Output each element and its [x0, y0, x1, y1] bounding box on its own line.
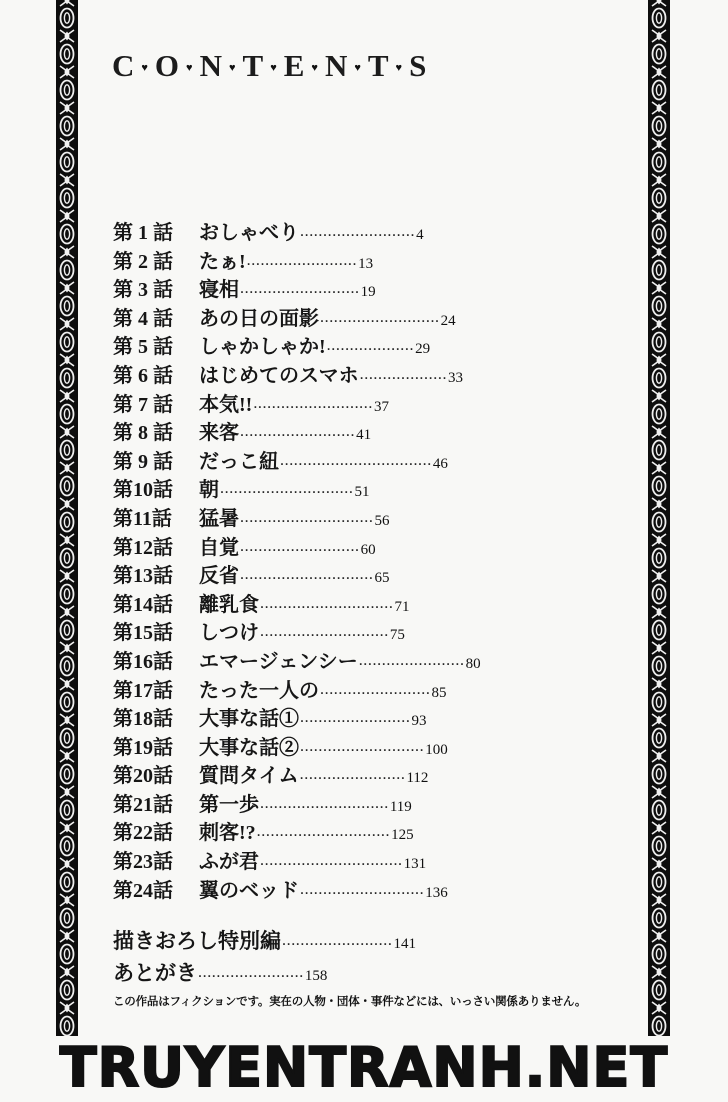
heart-icon: ♥	[395, 62, 403, 74]
chapter-number: 第20話	[113, 765, 173, 788]
dot-leader: ·····························	[240, 513, 374, 528]
title-letter: C	[112, 48, 135, 83]
page-number: 136	[425, 884, 448, 901]
page-number: 29	[415, 341, 431, 358]
chapter-title: おしゃべり	[199, 222, 299, 244]
chapter-number: 第16話	[113, 650, 173, 673]
dot-leader: ·······················	[198, 969, 304, 983]
toc-row	[113, 645, 593, 674]
toc-row	[113, 531, 593, 560]
chapter-number: 第15話	[113, 622, 173, 645]
page-number: 141	[393, 936, 416, 952]
chapter-number: 第14話	[113, 593, 173, 616]
chapter-number: 第 5 話	[113, 336, 173, 359]
dot-leader: ························	[282, 937, 393, 951]
chapter-number: 第19話	[113, 736, 173, 759]
toc-row	[113, 302, 593, 331]
page-number: 60	[360, 541, 376, 558]
page-number: 131	[403, 856, 427, 873]
toc-row	[113, 216, 593, 245]
page-number: 37	[373, 398, 389, 415]
chapter-title: 反省	[199, 565, 239, 588]
toc-row	[113, 759, 593, 788]
chapter-title: 朝	[199, 479, 219, 502]
title-letter: S	[409, 48, 427, 83]
dot-leader: ····························	[260, 799, 389, 814]
dot-leader: ·······························	[260, 857, 403, 872]
toc-row	[113, 559, 593, 588]
toc-row	[113, 788, 593, 817]
dot-leader: ···················	[359, 370, 448, 385]
page-number: 13	[358, 255, 374, 272]
dot-leader: ··························	[240, 285, 360, 300]
page-number: 85	[431, 684, 447, 701]
dot-leader: ···························	[300, 885, 425, 900]
chapter-title: 第一歩	[199, 793, 259, 816]
chapter-number: 第23話	[113, 851, 173, 874]
chapter-title: だっこ紐	[199, 450, 279, 473]
chapter-number: 第21話	[113, 793, 173, 816]
chapter-number: 第12話	[113, 536, 173, 559]
page-number: 65	[374, 570, 390, 587]
disclaimer-text: この作品はフィクションです。実在の人物・団体・事件などには、いっさい関係ありません。	[113, 996, 587, 1008]
page-number: 71	[394, 598, 410, 615]
chapter-title: しつけ	[199, 622, 259, 645]
page-number: 46	[432, 455, 448, 472]
heart-icon: ♥	[270, 62, 277, 74]
page-number: 4	[416, 227, 424, 243]
site-watermark: TRUYENTRANH.NET	[59, 1036, 669, 1099]
chapter-title: ふが君	[199, 851, 259, 874]
toc-row	[113, 359, 593, 388]
page-number: 56	[374, 512, 390, 529]
dot-leader: ··························	[253, 399, 373, 414]
title-letter: N	[324, 48, 348, 83]
page-number: 75	[389, 627, 405, 644]
extra-list	[113, 925, 593, 989]
toc-row	[113, 674, 593, 703]
dot-leader: ·································	[280, 456, 432, 471]
chapter-title: あの日の面影	[199, 307, 319, 330]
toc-row	[113, 588, 593, 617]
chapter-title: 来客	[199, 422, 239, 445]
dot-leader: ························	[320, 685, 431, 700]
chapter-number: 第13話	[113, 565, 173, 588]
chapter-title: 大事な話①	[199, 708, 299, 731]
chapter-number: 第 1 話	[113, 222, 173, 244]
chapter-number: 第10話	[113, 479, 173, 502]
chapter-number: 第 6 話	[113, 364, 173, 387]
dot-leader: ·························	[240, 428, 356, 443]
page-number: 24	[440, 312, 456, 329]
chapter-list	[113, 216, 593, 902]
chapter-title: 質問タイム	[199, 765, 299, 788]
chapter-number: 第24話	[113, 879, 173, 902]
chapter-number: 第17話	[113, 679, 173, 702]
page-number: 33	[448, 369, 464, 386]
toc-row	[113, 874, 593, 903]
dot-leader: ·························	[300, 228, 416, 242]
page-number: 19	[360, 284, 376, 301]
chapter-title: あとがき	[113, 961, 197, 985]
dot-leader: ·······················	[299, 771, 406, 786]
dot-leader: ···························	[300, 742, 425, 757]
dot-leader: ··························	[240, 542, 360, 557]
chapter-title: 翼のベッド	[199, 879, 299, 902]
toc-row	[113, 245, 593, 274]
page-number: 93	[411, 713, 427, 730]
title-letter: T	[367, 48, 389, 83]
toc-row	[113, 330, 593, 359]
chapter-title: 寝相	[199, 279, 239, 302]
page-number: 100	[425, 741, 448, 758]
heart-icon: ♥	[354, 62, 361, 74]
chapter-title: 描きおろし特別編	[113, 929, 281, 953]
page-number: 41	[356, 427, 372, 444]
page-title	[112, 48, 433, 84]
dot-leader: ·······················	[358, 656, 465, 671]
chapter-title: はじめてのスマホ	[199, 364, 359, 387]
heart-icon: ♥	[186, 62, 193, 74]
page-number: 125	[391, 827, 414, 844]
dot-leader: ························	[246, 256, 358, 271]
dot-leader: ·····························	[256, 828, 391, 843]
page-number: 158	[304, 968, 328, 984]
chapter-title: 刺客!?	[199, 822, 256, 845]
chapter-title: たった一人の	[199, 679, 319, 702]
chapter-title: しゃかしゃか!	[199, 336, 326, 359]
heart-icon: ♥	[228, 62, 236, 74]
chapter-title: たぁ!	[199, 250, 246, 273]
chapter-number: 第 4 話	[113, 307, 173, 330]
page-number: 112	[406, 770, 429, 787]
title-letter: T	[242, 48, 264, 83]
dot-leader: ························	[300, 714, 411, 729]
chapter-title: 猛暑	[199, 507, 239, 530]
chapter-number: 第 9 話	[113, 450, 173, 473]
chapter-title: 大事な話②	[199, 736, 299, 759]
decorative-border-left-icon	[56, 0, 78, 1036]
chapter-number: 第 7 話	[113, 393, 173, 416]
page-number: 80	[465, 655, 481, 672]
dot-leader: ·····························	[220, 485, 354, 500]
page-number: 51	[354, 484, 370, 501]
toc-row	[113, 616, 593, 645]
page-number: 119	[389, 798, 412, 815]
toc-row	[113, 957, 593, 989]
toc-row	[113, 816, 593, 845]
chapter-number: 第 2 話	[113, 250, 173, 273]
toc-row	[113, 445, 593, 474]
toc-row	[113, 925, 593, 957]
heart-icon: ♥	[311, 62, 318, 74]
title-letter: E	[283, 48, 305, 83]
decorative-border-right-icon	[648, 0, 670, 1036]
dot-leader: ··························	[320, 313, 440, 328]
dot-leader: ·····························	[260, 599, 394, 614]
chapter-number: 第22話	[113, 822, 173, 845]
toc-row	[113, 388, 593, 417]
toc-row	[113, 702, 593, 731]
chapter-number: 第 8 話	[113, 422, 173, 445]
title-letter: O	[154, 48, 180, 83]
chapter-number: 第 3 話	[113, 279, 173, 302]
chapter-number: 第11話	[113, 507, 172, 530]
toc-row	[113, 731, 593, 760]
dot-leader: ·····························	[240, 571, 374, 586]
toc-row	[113, 273, 593, 302]
toc-row	[113, 502, 593, 531]
chapter-title: 自覚	[199, 536, 239, 559]
chapter-title: 離乳食	[199, 593, 259, 616]
title-letter: N	[199, 48, 222, 83]
toc-row	[113, 845, 593, 874]
chapter-number: 第18話	[113, 708, 173, 731]
chapter-title: エマージェンシー	[199, 650, 358, 673]
toc-row	[113, 416, 593, 445]
chapter-title: 本気!!	[199, 393, 253, 416]
dot-leader: ···················	[326, 342, 415, 357]
heart-icon: ♥	[141, 62, 148, 74]
toc-row	[113, 473, 593, 502]
dot-leader: ····························	[260, 628, 389, 643]
